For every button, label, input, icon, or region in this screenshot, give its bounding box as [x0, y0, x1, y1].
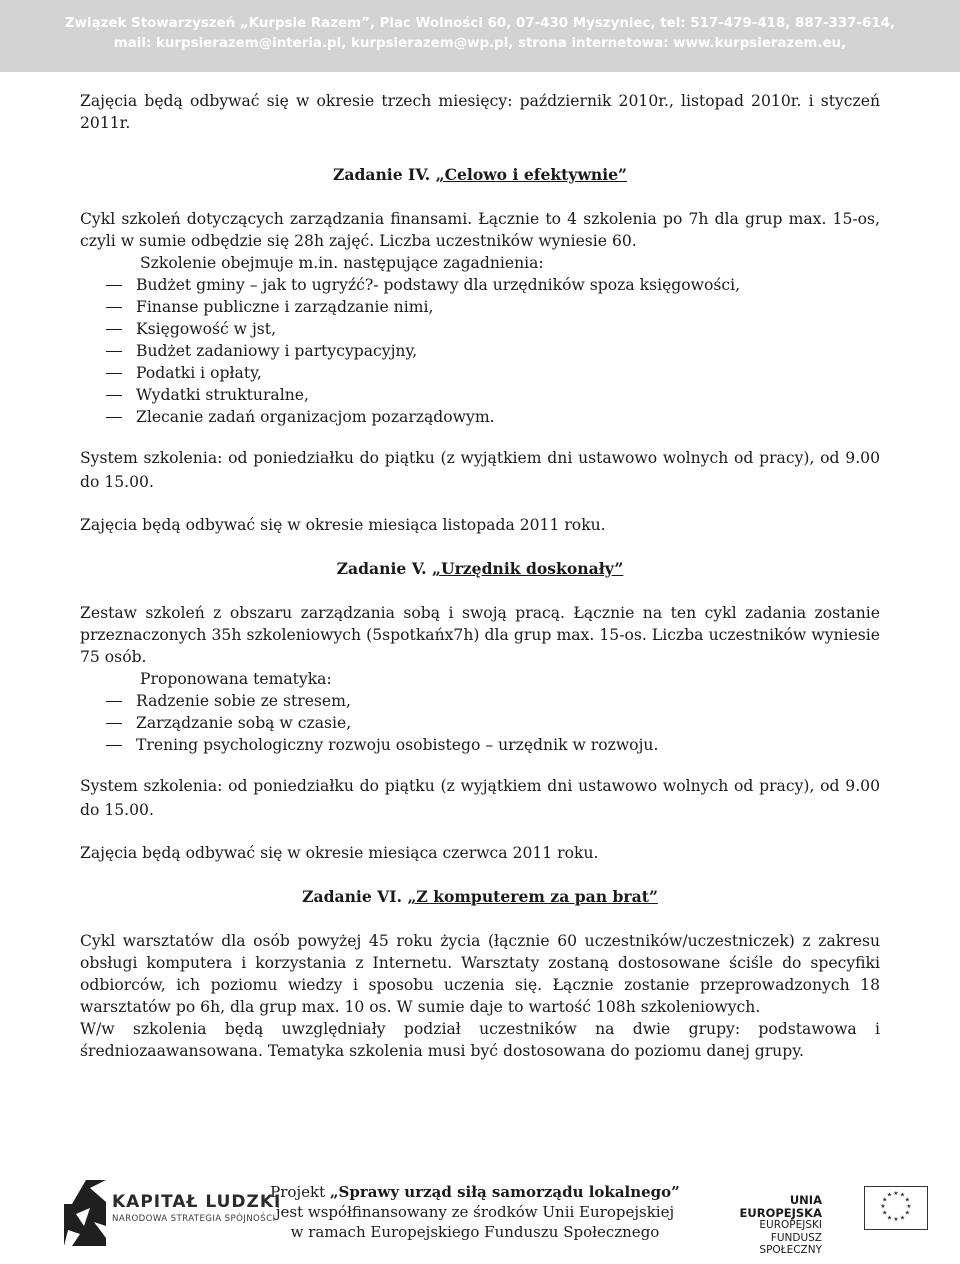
zadanie-v-description: Zestaw szkoleń z obszaru zarządzania sobą i swoją pracą. Łącznie na ten cykl zadania zostanie przeznaczonych 35h szkoleniowych (5spotkańx7h) dla grup max. 15-os. Liczba uczestników wyniesie 75 osób.	[80, 604, 880, 666]
list-item: Księgowość w jst,	[136, 318, 880, 340]
svg-text:★: ★	[893, 1190, 899, 1197]
zadanie-iv-scope: Szkolenie obejmuje m.in. następujące zagadnienia:	[140, 254, 544, 272]
list-item: Budżet zadaniowy i partycypacyjny,	[136, 340, 880, 362]
zadanie-v-period: Zajęcia będą odbywać się w okresie miesiąca czerwca 2011 roku.	[80, 844, 599, 862]
project-info	[270, 1182, 680, 1242]
svg-text:★: ★	[899, 1191, 906, 1199]
zadanie-v-topics-label: Proponowana tematyka:	[140, 670, 332, 688]
svg-text:★: ★	[906, 1203, 912, 1210]
eu-flag-icon	[864, 1186, 928, 1230]
svg-text:★: ★	[899, 1214, 906, 1222]
list-item: Zarządzanie sobą w czasie,	[136, 712, 880, 734]
svg-text:★: ★	[882, 1209, 888, 1217]
kapital-ludzki-title: KAPITAŁ LUDZKI	[112, 1192, 282, 1212]
zadanie-iv-description: Cykl szkoleń dotyczących zarządzania finansami. Łącznie to 4 szkolenia po 7h dla grup max. 15-os, czyli w sumie odbędzie się 28h zajęć. Liczba uczestników wyniesie 60.	[80, 210, 880, 250]
svg-text:★: ★	[880, 1203, 886, 1210]
list-item: Wydatki strukturalne,	[136, 384, 880, 406]
intro-paragraph: Zajęcia będą odbywać się w okresie trzech miesięcy: październik 2010r., listopad 2010r. i styczeń 2011r.	[80, 92, 880, 132]
list-item: Podatki i opłaty,	[136, 362, 880, 384]
list-item: Trening psychologiczny rozwoju osobistego – urzędnik w rozwoju.	[136, 734, 880, 756]
list-item: Budżet gminy – jak to ugryźć?- podstawy dla urzędników spoza księgowości,	[136, 274, 880, 296]
document-body	[80, 90, 880, 1062]
zadanie-v-heading	[80, 558, 880, 580]
eu-text	[722, 1194, 822, 1257]
letterhead	[0, 0, 960, 72]
zadanie-v-label: Zadanie V.	[336, 559, 433, 578]
list-item: Finanse publiczne i zarządzanie nimi,	[136, 296, 880, 318]
zadanie-iv-heading	[80, 164, 880, 186]
list-item: Zlecanie zadań organizacjom pozarządowym.	[136, 406, 880, 428]
svg-text:★: ★	[882, 1196, 888, 1204]
svg-text:★: ★	[886, 1214, 893, 1222]
zadanie-vi-label: Zadanie VI.	[302, 887, 408, 906]
zadanie-iv-period: Zajęcia będą odbywać się w okresie miesiąca listopada 2011 roku.	[80, 516, 606, 534]
zadanie-v-topic-list	[80, 690, 880, 756]
zadanie-iv-topic-list	[80, 274, 880, 428]
zadanie-iv-title: „Celowo i efektywnie”	[435, 165, 628, 184]
zadanie-iv-label: Zadanie IV.	[332, 165, 436, 184]
svg-text:★: ★	[904, 1196, 910, 1204]
zadanie-vi-description: Cykl warsztatów dla osób powyżej 45 roku życia (łącznie 60 uczestników/uczestniczek) z zakresu obsługi komputera i korzystania z Internetu. Warsztaty zostaną dostosowane ściśle do specyfiki odbiorców, ich poziomu wiedzy i sposobu uczenia się. Łącznie zostanie przeprowadzonych 18 warsztatów po 6h, dla grup max. 10 os. W sumie daje to wartość 108h szkoleniowych.	[80, 932, 880, 1016]
svg-text:★: ★	[886, 1191, 893, 1199]
zadanie-v-system: System szkolenia: od poniedziałku do piątku (z wyjątkiem dni ustawowo wolnych od pracy), od 9.00 do 15.00.	[80, 777, 880, 819]
zadanie-vi-groups: W/w szkolenia będą uwzględniały podział uczestników na dwie grupy: podstawowa i średniozaawansowana. Tematyka szkolenia musi być dostosowana do poziomu danej grupy.	[80, 1020, 880, 1060]
project-line-3: w ramach Europejskiego Funduszu Społecznego	[290, 1223, 660, 1241]
zadanie-v-title: „Urzędnik doskonały”	[432, 559, 624, 578]
kapital-ludzki-logo-icon	[60, 1174, 110, 1248]
zadanie-vi-heading	[80, 886, 880, 908]
zadanie-iv-system: System szkolenia: od poniedziałku do piątku (z wyjątkiem dni ustawowo wolnych od pracy), od 9.00 do 15.00.	[80, 449, 880, 491]
eu-fund-line-2: FUNDUSZ SPOŁECZNY	[759, 1231, 822, 1256]
project-name: „Sprawy urząd siłą samorządu lokalnego”	[329, 1183, 680, 1201]
zadanie-vi-title: „Z komputerem za pan brat”	[407, 887, 658, 906]
svg-text:★: ★	[893, 1216, 899, 1223]
footer	[0, 1170, 960, 1264]
project-line-2: jest współfinansowany ze środków Unii Europejskiej	[275, 1203, 675, 1221]
list-item: Radzenie sobie ze stresem,	[136, 690, 880, 712]
letterhead-line-2: mail: kurpsierazem@interia.pl, kurpsierazem@wp.pl, strona internetowa: www.kurpsierazem.eu,	[113, 36, 847, 51]
kapital-ludzki-text	[112, 1192, 281, 1224]
letterhead-line-1: Związek Stowarzyszeń „Kurpsie Razem”, Plac Wolności 60, 07-430 Myszyniec, tel: 517-479-418, 887-337-614,	[64, 16, 896, 31]
eu-title: UNIA EUROPEJSKA	[739, 1193, 822, 1220]
kapital-ludzki-subtitle: NARODOWA STRATEGIA SPÓJNOŚCI	[112, 1214, 276, 1224]
eu-fund-line-1: EUROPEJSKI	[759, 1219, 822, 1231]
project-prefix: Projekt	[270, 1183, 330, 1201]
svg-text:★: ★	[904, 1209, 910, 1217]
